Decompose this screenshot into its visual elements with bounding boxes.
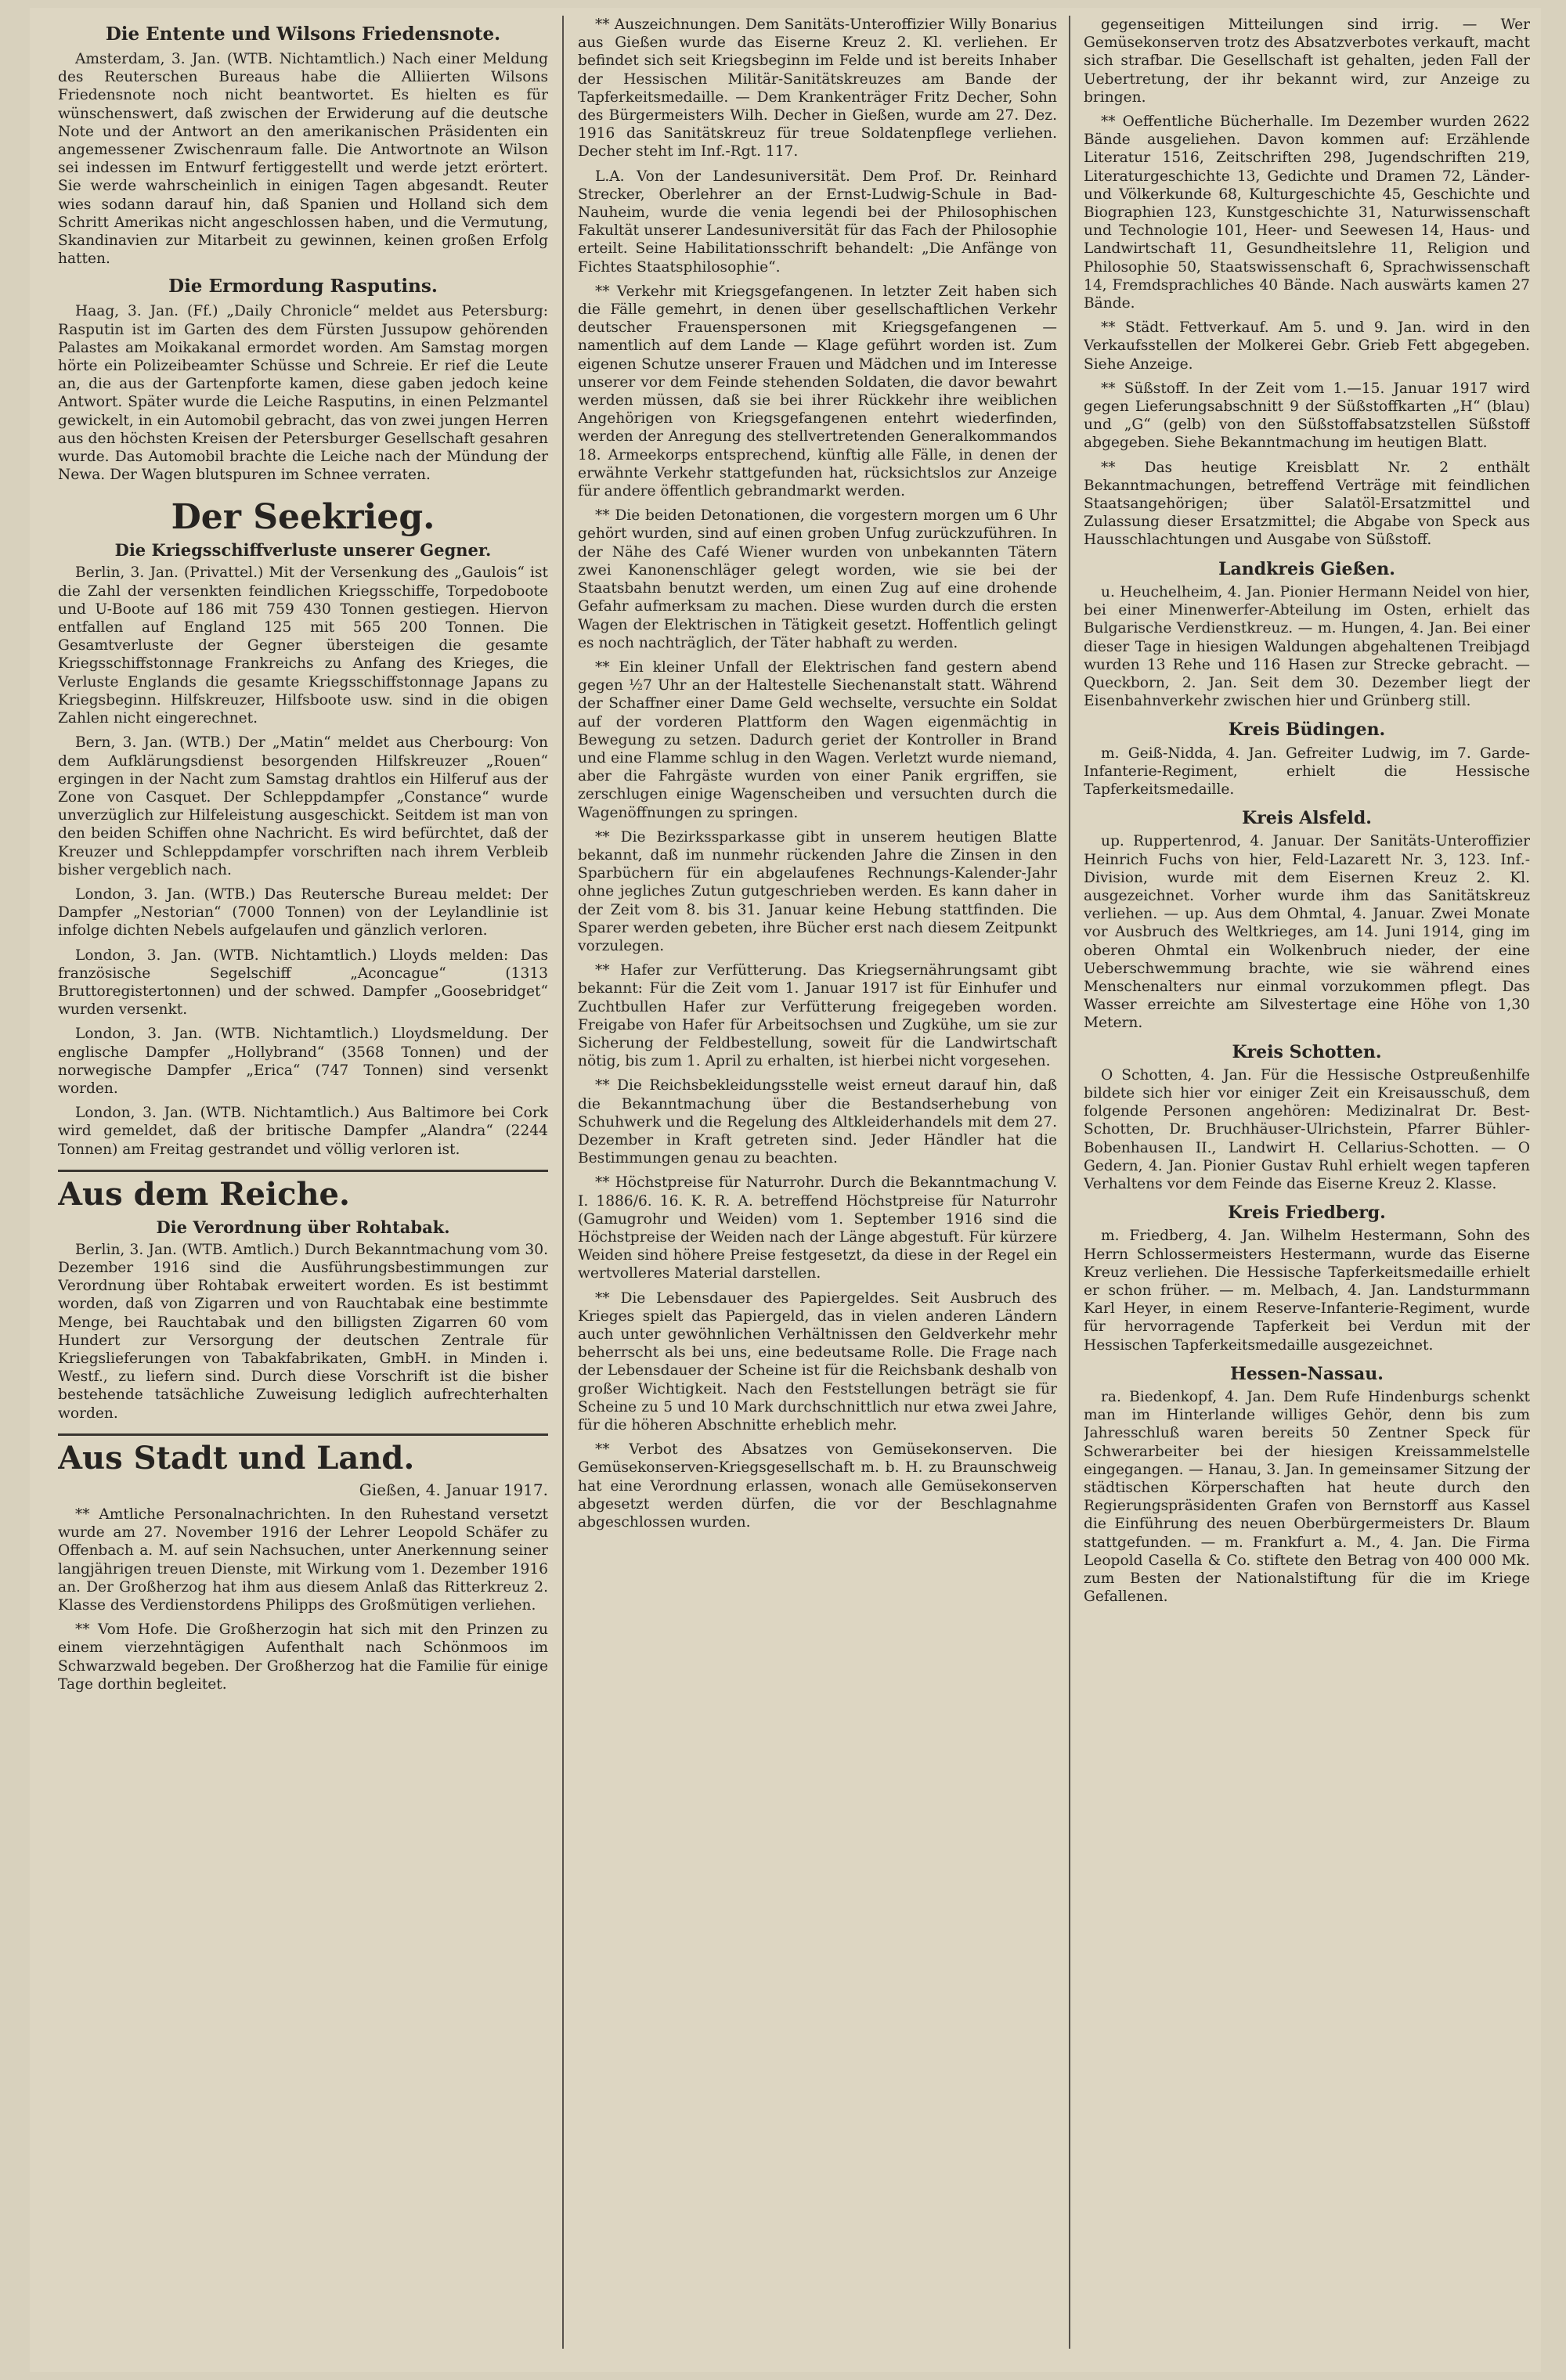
column-3 bbox=[1084, 16, 1530, 2364]
article-kreis-buedingen: m. Geiß-Nidda, 4. Jan. Gefreiter Ludwig, im 7. Garde-Infanterie-Regiment, erhielt die Hessische Tapferkeitsmedaille. bbox=[1084, 745, 1530, 798]
article-kreisblatt: ** Das heutige Kreisblatt Nr. 2 enthält Bekanntmachungen, betreffend Verträge mit feindlichen Staatsangehörigen; über Salatöl-Ersatzmittel und Zulassung dieser Ersatzmittel; die Abgabe von Speck aus Hausschlachtungen und Ausgabe von Süßstoff. bbox=[1084, 459, 1530, 549]
article-reichsbekleidung: ** Die Reichsbekleidungsstelle weist erneut darauf hin, daß die Bekanntmachung über die Bestandserhebung von Schuhwerk und die Regelung des Altkleiderhandels mit dem 27. Dezember in Kraft getreten sind. Jeder Händler hat die Bestimmungen genau zu beachten. bbox=[578, 1077, 1057, 1167]
column-divider bbox=[1069, 16, 1070, 2349]
article-london-4: London, 3. Jan. (WTB. Nichtamtlich.) Aus Baltimore bei Cork wird gemeldet, daß der britische Dampfer „Alandra“ (2244 Tonnen) am Freitag gestrandet und völlig verloren ist. bbox=[58, 1105, 548, 1158]
article-hofe: ** Vom Hofe. Die Großherzogin hat sich mit den Prinzen zu einem vierzehntägigen Aufenthalt nach Schönmoos im Schwarzwald begeben. Der Großherzog hat die Familie für einige Tage dorthin begleitet. bbox=[58, 1621, 548, 1693]
article-hessen-nassau: ra. Biedenkopf, 4. Jan. Dem Rufe Hindenburgs schenkt man im Hinterlande williges Gehör, denn bis zum Jahresschluß waren bereits 50 Zentner Speck für Schwerarbeiter bei der hiesigen Kreissammelstelle eingegangen. — Hanau, 3. Jan. In gemeinsamer Sitzung der städtischen Körperschaften hat heute durch den Regierungspräsidenten Grafen von Bernstorff aus Kassel die Einführung des neuen Oberbürgermeisters Dr. Blaum stattgefunden. — m. Frankfurt a. M., 4. Jan. Die Firma Leopold Casella & Co. stiftete den Betrag von 400 000 Mk. zum Besten der Nationalstiftung für die im Kriege Gefallenen. bbox=[1084, 1389, 1530, 1606]
headline-landkreis-giessen: Landkreis Gießen. bbox=[1218, 558, 1395, 579]
article-london-2: London, 3. Jan. (WTB. Nichtamtlich.) Lloyds melden: Das französische Segelschiff „Aconcague“ (1313 Bruttoregistertonnen) und der schwed. Dampfer „Goosebridget“ wurden versenkt. bbox=[58, 947, 548, 1019]
headline-kreis-schotten: Kreis Schotten. bbox=[1232, 1041, 1382, 1062]
article-bern: Bern, 3. Jan. (WTB.) Der „Matin“ meldet aus Cherbourg: Von dem Aufklärungsdienst besorgenden Hilfskreuzer „Rouen“ ergingen in der Nacht zum Samstag drahtlos ein Hilferuf aus der Zone von Casquet. Der Schleppdampfer „Constance“ wurde unverzüglich zur Hilfeleistung ausgeschickt. Seitdem ist man von den beiden Schiffen ohne Nachricht. Es wird befürchtet, daß der Kreuzer und Schleppdampfer vorschriften nach ihrem Verbleib bisher vergeblich nach. bbox=[58, 734, 548, 878]
headline-kreis-buedingen: Kreis Büdingen. bbox=[1228, 719, 1386, 741]
headline-hessen-nassau: Hessen-Nassau. bbox=[1230, 1363, 1384, 1384]
article-unfall: ** Ein kleiner Unfall der Elektrischen fand gestern abend gegen ½7 Uhr an der Haltestelle Siechenanstalt statt. Während der Schaffner einer Dame Geld wechselte, versuchte ein Soldat auf der vorderen Plattform den Wagen eigenmächtig in Bewegung zu setzen. Dadurch geriet der Kontroller in Brand und eine Flamme schlug in den Wagen. Verletzt wurde niemand, aber die Fahrgäste wurden von einer Panik ergriffen, sie zerschlugen einige Wagenscheiben und versuchten durch die Wagenöffnungen zu springen. bbox=[578, 658, 1057, 821]
article-kreis-schotten: O Schotten, 4. Jan. Für die Hessische Ostpreußenhilfe bildete sich hier vor einiger Zeit ein Kreisausschuß, dem folgende Personen angehören: Medizinalrat Dr. Best-Schotten, Dr. Bruchhäuser-Ulrichstein, Pfarrer Bühler-Bobenhausen II., Landwirt H. Cellarius-Schotten. — O Gedern, 4. Jan. Pionier Gustav Ruhl erhielt wegen tapferen Verhaltens vor dem Feinde das Eiserne Kreuz 2. Klasse. bbox=[1084, 1066, 1530, 1192]
article-london-3: London, 3. Jan. (WTB. Nichtamtlich.) Lloydsmeldung. Der englische Dampfer „Hollybrand“ (3568 Tonnen) und der norwegische Dampfer „Erica“ (747 Tonnen) sind versenkt worden. bbox=[58, 1026, 548, 1097]
article-buecherhalle: ** Oeffentliche Bücherhalle. Im Dezember wurden 2622 Bände ausgeliehen. Davon kommen auf: Erzählende Literatur 1516, Zeitschriften 298, Jugendschriften 219, Literaturgeschichte 13, Gedichte und Dramen 72, Länder- und Völkerkunde 68, Kulturgeschichte 45, Geschichte und Biographien 123, Kunstgeschichte 31, Naturwissenschaft und Technologie 101, Heer- und Seewesen 14, Haus- und Landwirtschaft 11, Gesundheitslehre 11, Religion und Philosophie 50, Staatswissenschaft 6, Sprachwissenschaft 14, Fremdsprachliches 40 Bände. Nach auswärts kamen 27 Bände. bbox=[1084, 114, 1530, 312]
article-kriegsgefangene: ** Verkehr mit Kriegsgefangenen. In letzter Zeit haben sich die Fälle gemehrt, in denen über gesellschaftlichen Verkehr deutscher Frauenspersonen mit Kriegsgefangenen — namentlich auf dem Lande — Klage geführt worden ist. Zum eigenen Schutze unserer Frauen und Mädchen und im Interesse unserer vor dem Feinde stehenden Soldaten, die davor bewahrt werden müssen, daß sie bei ihrer Rückkehr ihre weiblichen Angehörigen von Kriegsgefangenen entehrt wiederfinden, werden der Anregung des stellvertretenden Generalkommandos 18. Armeekorps entsprechend, künftig alle Fälle, in denen der erwähnte Verkehr stattgefunden hat, rücksichtslos zur Anzeige für andere öffentlich gebrandmarkt werden. bbox=[578, 283, 1057, 500]
article-personal: ** Amtliche Personalnachrichten. In den Ruhestand versetzt wurde am 27. November 1916 der Lehrer Leopold Schäfer zu Offenbach a. M. auf sein Nachsuchen, unter Anerkennung seiner langjährigen treuen Dienste, mit Wirkung vom 1. Dezember 1916 an. Der Großherzog hat ihm aus diesem Anlaß das Ritterkreuz 2. Klasse des Verdienstordens Philipps des Großmütigen verliehen. bbox=[58, 1506, 548, 1614]
article-verluste: Berlin, 3. Jan. (Privattel.) Mit der Versenkung des „Gaulois“ ist die Zahl der versenkten feindlichen Kriegsschiffe, Torpedoboote und U-Boote auf 186 mit 759 430 Tonnen gestiegen. Hiervon entfallen auf England 125 mit 565 200 Tonnen. Die Gesamtverluste der Gegner übersteigen die gesamte Kriegsschiffstonnage Frankreichs zu Anfang des Krieges, die Verluste Englands die gesamte Kriegsschiffstonnage Japans zu Kriegsbeginn. Hilfskreuzer, Hilfsboote usw. sind in die obigen Zahlen nicht eingerechnet. bbox=[58, 564, 548, 727]
article-suessstoff: ** Süßstoff. In der Zeit vom 1.—15. Januar 1917 wird gegen Lieferungsabschnitt 9 der Süßstoffkarten „H“ (blau) und „G“ (gelb) von den Süßstoffabsatzstellen Süßstoff abgegeben. Siehe Bekanntmachung im heutigen Blatt. bbox=[1084, 380, 1530, 452]
article-gemuesekonserven: ** Verbot des Absatzes von Gemüsekonserven. Die Gemüsekonserven-Kriegsgesellschaft m. b. H. zu Braunschweig hat eine Verordnung erlassen, wonach alle Gemüsekonserven abgesetzt werden dürfen, die vor der Beschlagnahme abgeschlossen wurden. bbox=[578, 1441, 1057, 1531]
article-kreis-alsfeld: up. Ruppertenrod, 4. Januar. Der Sanitäts-Unteroffizier Heinrich Fuchs von hier, Feld-Lazarett Nr. 3, 123. Inf.-Division, wurde mit dem Eisernen Kreuz 2. Kl. ausgezeichnet. Vorher wurde ihm das Sanitätskreuz verliehen. — up. Aus dem Ohmtal, 4. Januar. Zwei Monate vor Ausbruch des Weltkrieges, am 14. Juni 1914, ging im oberen Ohmtal ein Wolkenbruch nieder, der eine Ueberschwemmung brachte, wie sie während eines Menschenalters nur einmal vorzukommen pflegt. Das Wasser erreichte am Silvestertage eine Höhe von 1,30 Metern. bbox=[1084, 833, 1530, 1032]
article-papiergeld: ** Die Lebensdauer des Papiergeldes. Seit Ausbruch des Krieges spielt das Papiergeld, das in vielen anderen Ländern auch unter gewöhnlichen Verhältnissen den Geldverkehr mehr beherrscht als bei uns, eine bedeutsame Rolle. Die Frage nach der Lebensdauer der Scheine ist für die Reichsbank deshalb von großer Wichtigkeit. Nach den Feststellungen beträgt sie für Scheine zu 5 und 10 Mark durchschnittlich nur etwa zwei Jahre, für die höheren Abschnitte erheblich mehr. bbox=[578, 1289, 1057, 1434]
article-hafer: ** Hafer zur Verfütterung. Das Kriegsernährungsamt gibt bekannt: Für die Zeit vom 1. Januar 1917 ist für Einhufer und Zuchtbullen Hafer zur Verfütterung freigegeben worden. Freigabe von Hafer für Arbeitsochsen und Zugkühe, um sie zur Sicherung der Feldbestellung, soweit für die Landwirtschaft nötig, bis zum 1. April zu erhalten, ist hierbei nicht vorgesehen. bbox=[578, 962, 1057, 1070]
article-kreis-friedberg: m. Friedberg, 4. Jan. Wilhelm Hestermann, Sohn des Herrn Schlossermeisters Hestermann, wurde das Eiserne Kreuz verliehen. Die Hessische Tapferkeitsmedaille erhielt er schon früher. — m. Melbach, 4. Jan. Landsturmmann Karl Heyer, in einem Reserve-Infanterie-Regiment, wurde für hervorragende Tapferkeit bei Verdun mit der Hessischen Tapferkeitsmedaille ausgezeichnet. bbox=[1084, 1228, 1530, 1354]
article-landkreis-giessen: u. Heuchelheim, 4. Jan. Pionier Hermann Neidel von hier, bei einer Minenwerfer-Abteilung im Osten, erhielt das Bulgarische Verdienstkreuz. — m. Hungen, 4. Jan. Bei einer dieser Tage in hiesigen Waldungen abgehaltenen Treibjagd wurden 13 Rehe und 116 Hasen zur Strecke gebracht. — Queckborn, 2. Jan. Seit dem 30. Dezember liegt der Eisenbahnverkehr zwischen hier und Grünberg still. bbox=[1084, 583, 1530, 710]
article-auszeichnungen: ** Auszeichnungen. Dem Sanitäts-Unteroffizier Willy Bonarius aus Gießen wurde das Eiserne Kreuz 2. Kl. verliehen. Er befindet sich seit Kriegsbeginn im Felde und ist bereits Inhaber der Hessischen Militär-Sanitätskreuzes am Bande der Tapferkeitsmedaille. — Dem Krankenträger Fritz Decher, Sohn des Bürgermeisters Wilh. Decher in Gießen, wurde am 27. Dez. 1916 das Sanitätskreuz für treue Soldatenpflege verliehen. Decher steht im Inf.-Rgt. 117. bbox=[578, 16, 1057, 160]
newspaper-page bbox=[30, 8, 1541, 2372]
article-universitaet: L.A. Von der Landesuniversität. Dem Prof. Dr. Reinhard Strecker, Oberlehrer an der Ernst-Ludwig-Schule in Bad-Nauheim, wurde die venia legendi bei der Philosophischen Fakultät unserer Landesuniversität für das Fach der Philosophie erteilt. Seine Habilitationsschrift behandelt: „Die Anfänge von Fichtes Staatsphilosophie“. bbox=[578, 168, 1057, 276]
article-entente: Amsterdam, 3. Jan. (WTB. Nichtamtlich.) Nach einer Meldung des Reuterschen Bureaus habe die Alliierten Wilsons Friedensnote noch nicht beantwortet. Es hielten es für wünschenswert, daß zwischen der Erwiderung auf die deutsche Note und der Antwort an den amerikanischen Präsidenten ein angemessener Zwischenraum falle. Die Antwortnote an Wilson sei indessen im Entwurf fertiggestellt und werde jetzt erörtert. Sie werde wahrscheinlich in einigen Tagen abgesandt. Reuter wies sodann darauf hin, daß Spanien und Holland sich dem Schritt Amerikas nicht angeschlossen haben, und die Vermutung, Skandinavien zur Mitarbeit zu gewinnen, keinen großen Erfolg hatten. bbox=[58, 51, 548, 268]
section-stadt: Aus Stadt und Land. bbox=[58, 1433, 548, 1477]
column-2 bbox=[578, 16, 1057, 2364]
headline-seekrieg: Der Seekrieg. bbox=[171, 497, 435, 538]
article-rohtabak: Berlin, 3. Jan. (WTB. Amtlich.) Durch Bekanntmachung vom 30. Dezember 1916 sind die Ausführungsbestimmungen zur Verordnung über Rohtabak erweitert worden. Es ist bestimmt worden, daß von Zigarren und von Rauchtabak eine bestimmte Menge, bei Rauchtabak und den billigsten Zigarren 60 vom Hundert zur Versorgung der deutschen Zentrale für Kriegslieferungen von Tabakfabrikaten, GmbH. in Minden i. Westf., zu liefern sind. Durch diese Vorschrift ist die bisher bestehende tatsächliche Zuweisung lediglich aufrechterhalten worden. bbox=[58, 1241, 548, 1422]
headline-rasputin: Die Ermordung Rasputins. bbox=[168, 276, 438, 298]
subheadline-verluste: Die Kriegsschiffverluste unserer Gegner. bbox=[114, 540, 492, 561]
column-1 bbox=[58, 16, 548, 2364]
article-hoechstpreise: ** Höchstpreise für Naturrohr. Durch die Bekanntmachung V. I. 1886/6. 16. K. R. A. betreffend Höchstpreise für Naturrohr (Gamugrohr und Weiden) vom 1. September 1916 sind die Höchstpreise der Weiden nach der Länge abgestuft. Für kürzere Weiden sind höhere Preise festgesetzt, da diese in der Regel ein wertvolleres Material darstellen. bbox=[578, 1174, 1057, 1282]
headline-entente: Die Entente und Wilsons Friedensnote. bbox=[105, 23, 501, 45]
article-rasputin: Haag, 3. Jan. (Ff.) „Daily Chronicle“ meldet aus Petersburg: Rasputin ist im Garten des dem Fürsten Jussupow gehörenden Palastes am Moikakanal ermordet worden. Am Samstag morgen hörte ein Polizeibeamter Schüsse und Schreie. Er rief die Leute an, die aus der Gartenpforte kamen, diese gaben jedoch keine Antwort. Später wurde die Leiche Rasputins, in einen Pelzmantel gewickelt, in ein Automobil gebracht, das von zwei jungen Herren aus den höchsten Kreisen der Petersburger Gesellschaft gesahren wurde. Das Automobil brachte die Leiche nach der Mündung der Newa. Der Wagen blutspuren im Schnee verraten. bbox=[58, 303, 548, 484]
headline-rohtabak: Die Verordnung über Rohtabak. bbox=[156, 1217, 450, 1237]
article-sparkasse: ** Die Bezirkssparkasse gibt in unserem heutigen Blatte bekannt, daß im nunmehr rückenden Jahre die Zinsen in den Sparbüchern für ein abgelaufenes Rechnungs-Kalender-Jahr ohne jegliches Zutun gutgeschrieben werden. Es kann daher in der Zeit vom 8. bis 31. Januar keine Hebung stattfinden. Die Sparer werden gebeten, ihre Bücher erst nach diesem Zeitpunkt vorzulegen. bbox=[578, 828, 1057, 954]
article-fettverkauf: ** Städt. Fettverkauf. Am 5. und 9. Jan. wird in den Verkaufsstellen der Molkerei Gebr. Grieb Fett abgegeben. Siehe Anzeige. bbox=[1084, 319, 1530, 373]
dateline: Gießen, 4. Januar 1917. bbox=[359, 1480, 548, 1499]
article-london-1: London, 3. Jan. (WTB.) Das Reutersche Bureau meldet: Der Dampfer „Nestorian“ (7000 Tonnen) von der Leylandlinie ist infolge dichten Nebels aufgelaufen und gänzlich verloren. bbox=[58, 885, 548, 939]
headline-kreis-friedberg: Kreis Friedberg. bbox=[1228, 1203, 1386, 1224]
article-continued: gegenseitigen Mitteilungen sind irrig. — Wer Gemüsekonserven trotz des Absatzverbotes verkauft, macht sich strafbar. Die Gesellschaft ist gehalten, jeden Fall der Uebertretung, der ihr bekannt wird, zur Anzeige zu bringen. bbox=[1084, 16, 1530, 106]
article-detonationen: ** Die beiden Detonationen, die vorgestern morgen um 6 Uhr gehört wurden, sind auf einen groben Unfug zurückzuführen. In der Nähe des Café Wiener wurden von unbekannten Tätern zwei Kanonenschläger gelegt worden, wie sie bei der Staatsbahn benutzt werden, um einen Zug auf eine drohende Gefahr aufmerksam zu machen. Diese wurden durch die ersten Wagen der Elektrischen in Tätigkeit gesetzt. Hoffentlich gelingt es noch nachträglich, der Täter habhaft zu werden. bbox=[578, 507, 1057, 651]
column-divider bbox=[562, 16, 564, 2349]
section-reich: Aus dem Reiche. bbox=[58, 1170, 548, 1213]
headline-kreis-alsfeld: Kreis Alsfeld. bbox=[1242, 808, 1372, 829]
